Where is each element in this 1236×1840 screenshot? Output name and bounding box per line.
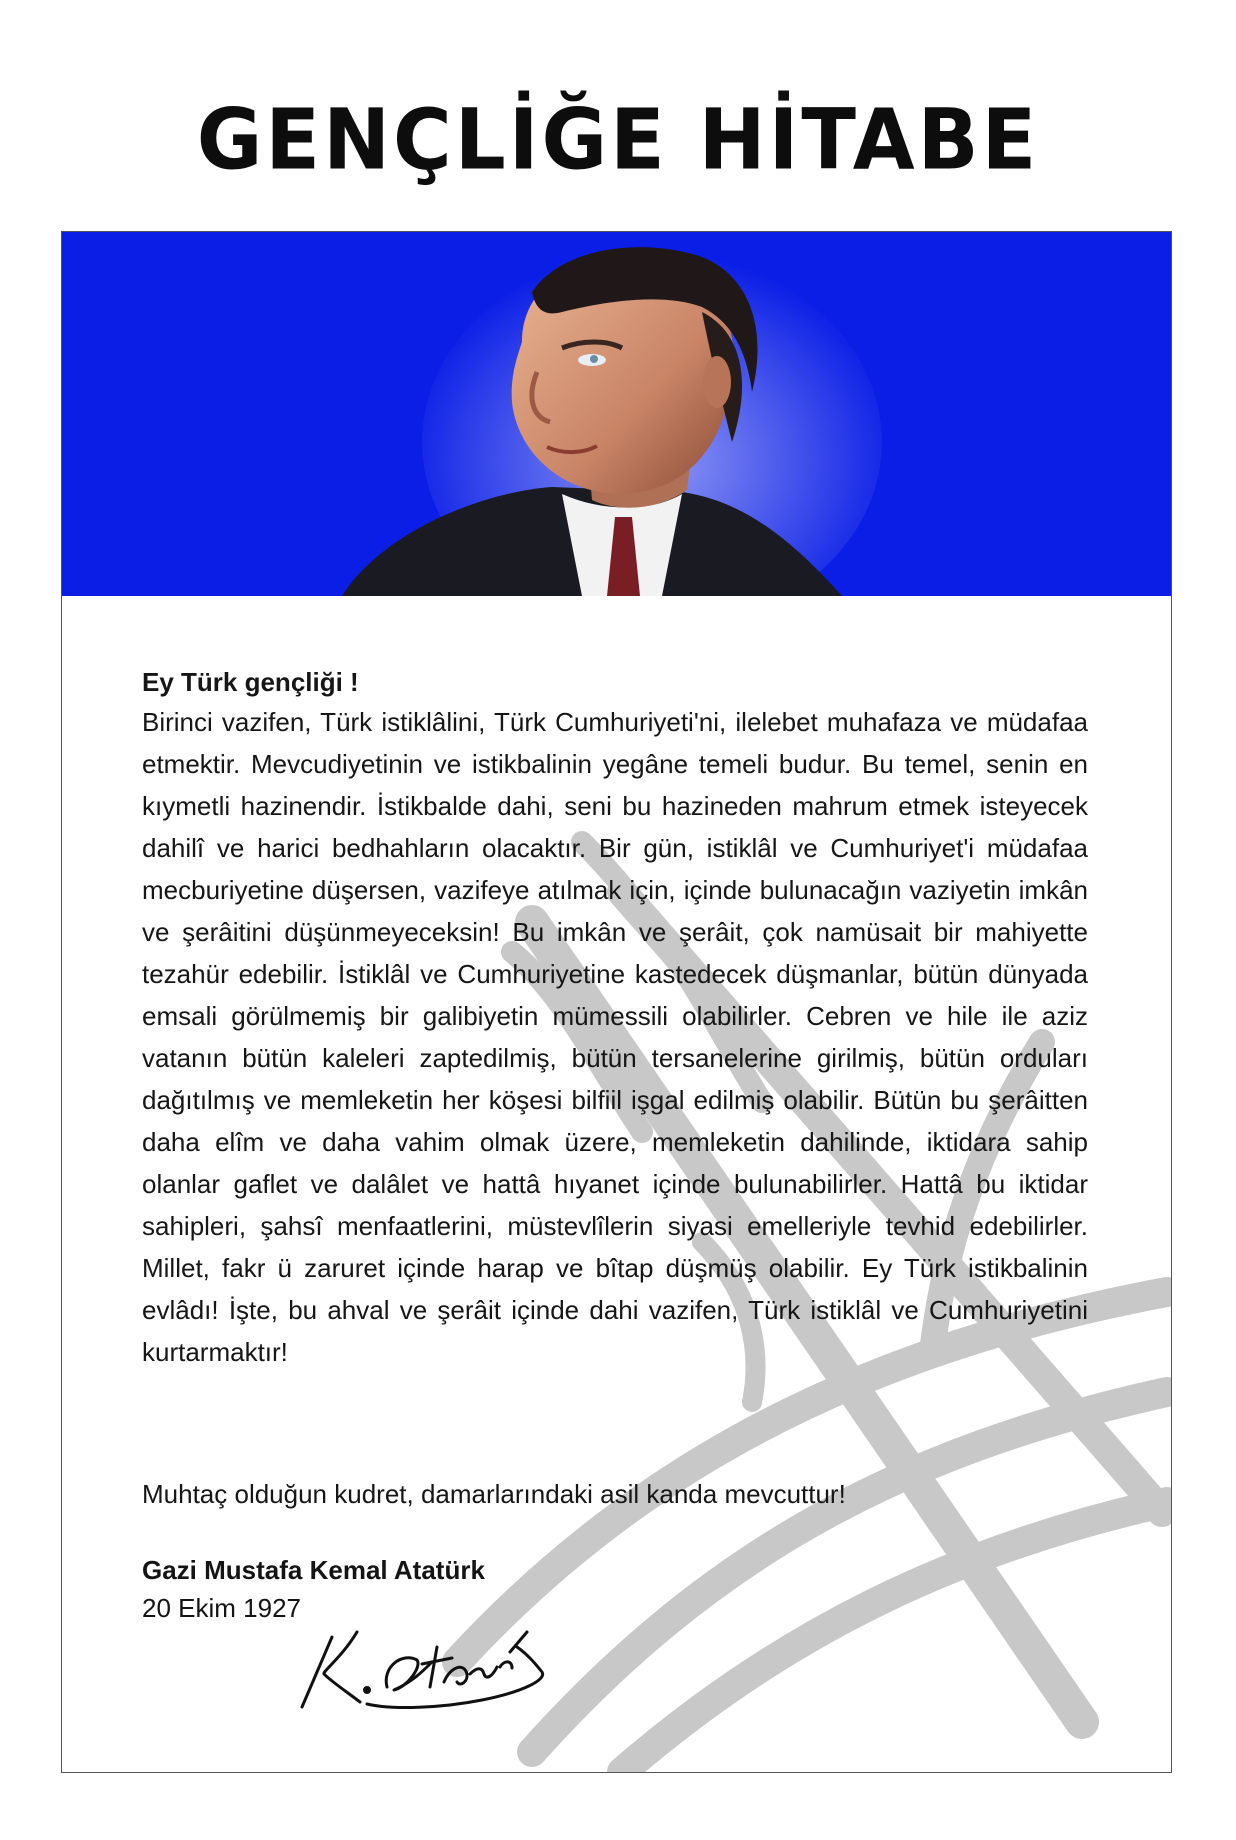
greeting: Ey Türk gençliği ! [142, 667, 359, 697]
letter-text [142, 667, 1088, 1373]
portrait-illustration-icon [62, 232, 1171, 596]
poster-frame [61, 231, 1172, 1773]
author-name: Gazi Mustafa Kemal Atatürk [142, 1555, 485, 1585]
letter-date: 20 Ekim 1927 [142, 1593, 301, 1623]
signature-icon [272, 1612, 562, 1717]
body-paragraph: Birinci vazifen, Türk istiklâlini, Türk Cumhuriyeti'ni, ilelebet muhafaza ve müdafaa etmektir. Mevcudiyetinin ve istikbalinin yegâne temeli budur. Bu temel, senin en kıymetli hazinendir. İstikbalde dahi, seni bu hazineden mahrum etmek isteyecek dahilî ve harici bedhahların olacaktır. Bir gün, istiklâl ve Cumhuriyet'i müdafaa mecburiyetine düşersen, vazifeye atılmak için, içinde bulunacağın vaziyetin imkân ve şerâitini düşünmeyeceksin! Bu imkân ve şerâit, çok namüsait bir mahiyette tezahür edebilir. İstiklâl ve Cumhuriyetine kastedecek düşmanlar, bütün dünyada emsali görülmemiş bir galibiyetin mümessili olabilirler. Cebren ve hile ile aziz vatanın bütün kaleleri zaptedilmiş, bütün tersanelerine girilmiş, bütün orduları dağıtılmış ve memleketin her köşesi bilfiil işgal edilmiş olabilir. Bütün bu şerâitten daha elîm ve daha vahim olmak üzere, memleketin dahilinde, iktidara sahip olanlar gaflet ve dalâlet ve hattâ hıyanet içinde bulunabilirler. Hattâ bu iktidar sahipleri, şahsî menfaatlerini, müstevlîlerin siyasi emelleriyle tevhid edebilirler. Millet, fakr ü zaruret içinde harap ve bîtap düşmüş olabilir. Ey Türk istikbalinin evlâdı! İşte, bu ahval ve şerâit içinde dahi vazifen, Türk istiklâl ve Cumhuriyetini kurtarmaktır! [142, 707, 1088, 1367]
poster-title: GENÇLİĞE HİTABE [196, 90, 1040, 189]
portrait-banner [62, 232, 1171, 596]
closing-line: Muhtaç olduğun kudret, damarlarındaki asil kanda mevcuttur! [142, 1479, 846, 1509]
